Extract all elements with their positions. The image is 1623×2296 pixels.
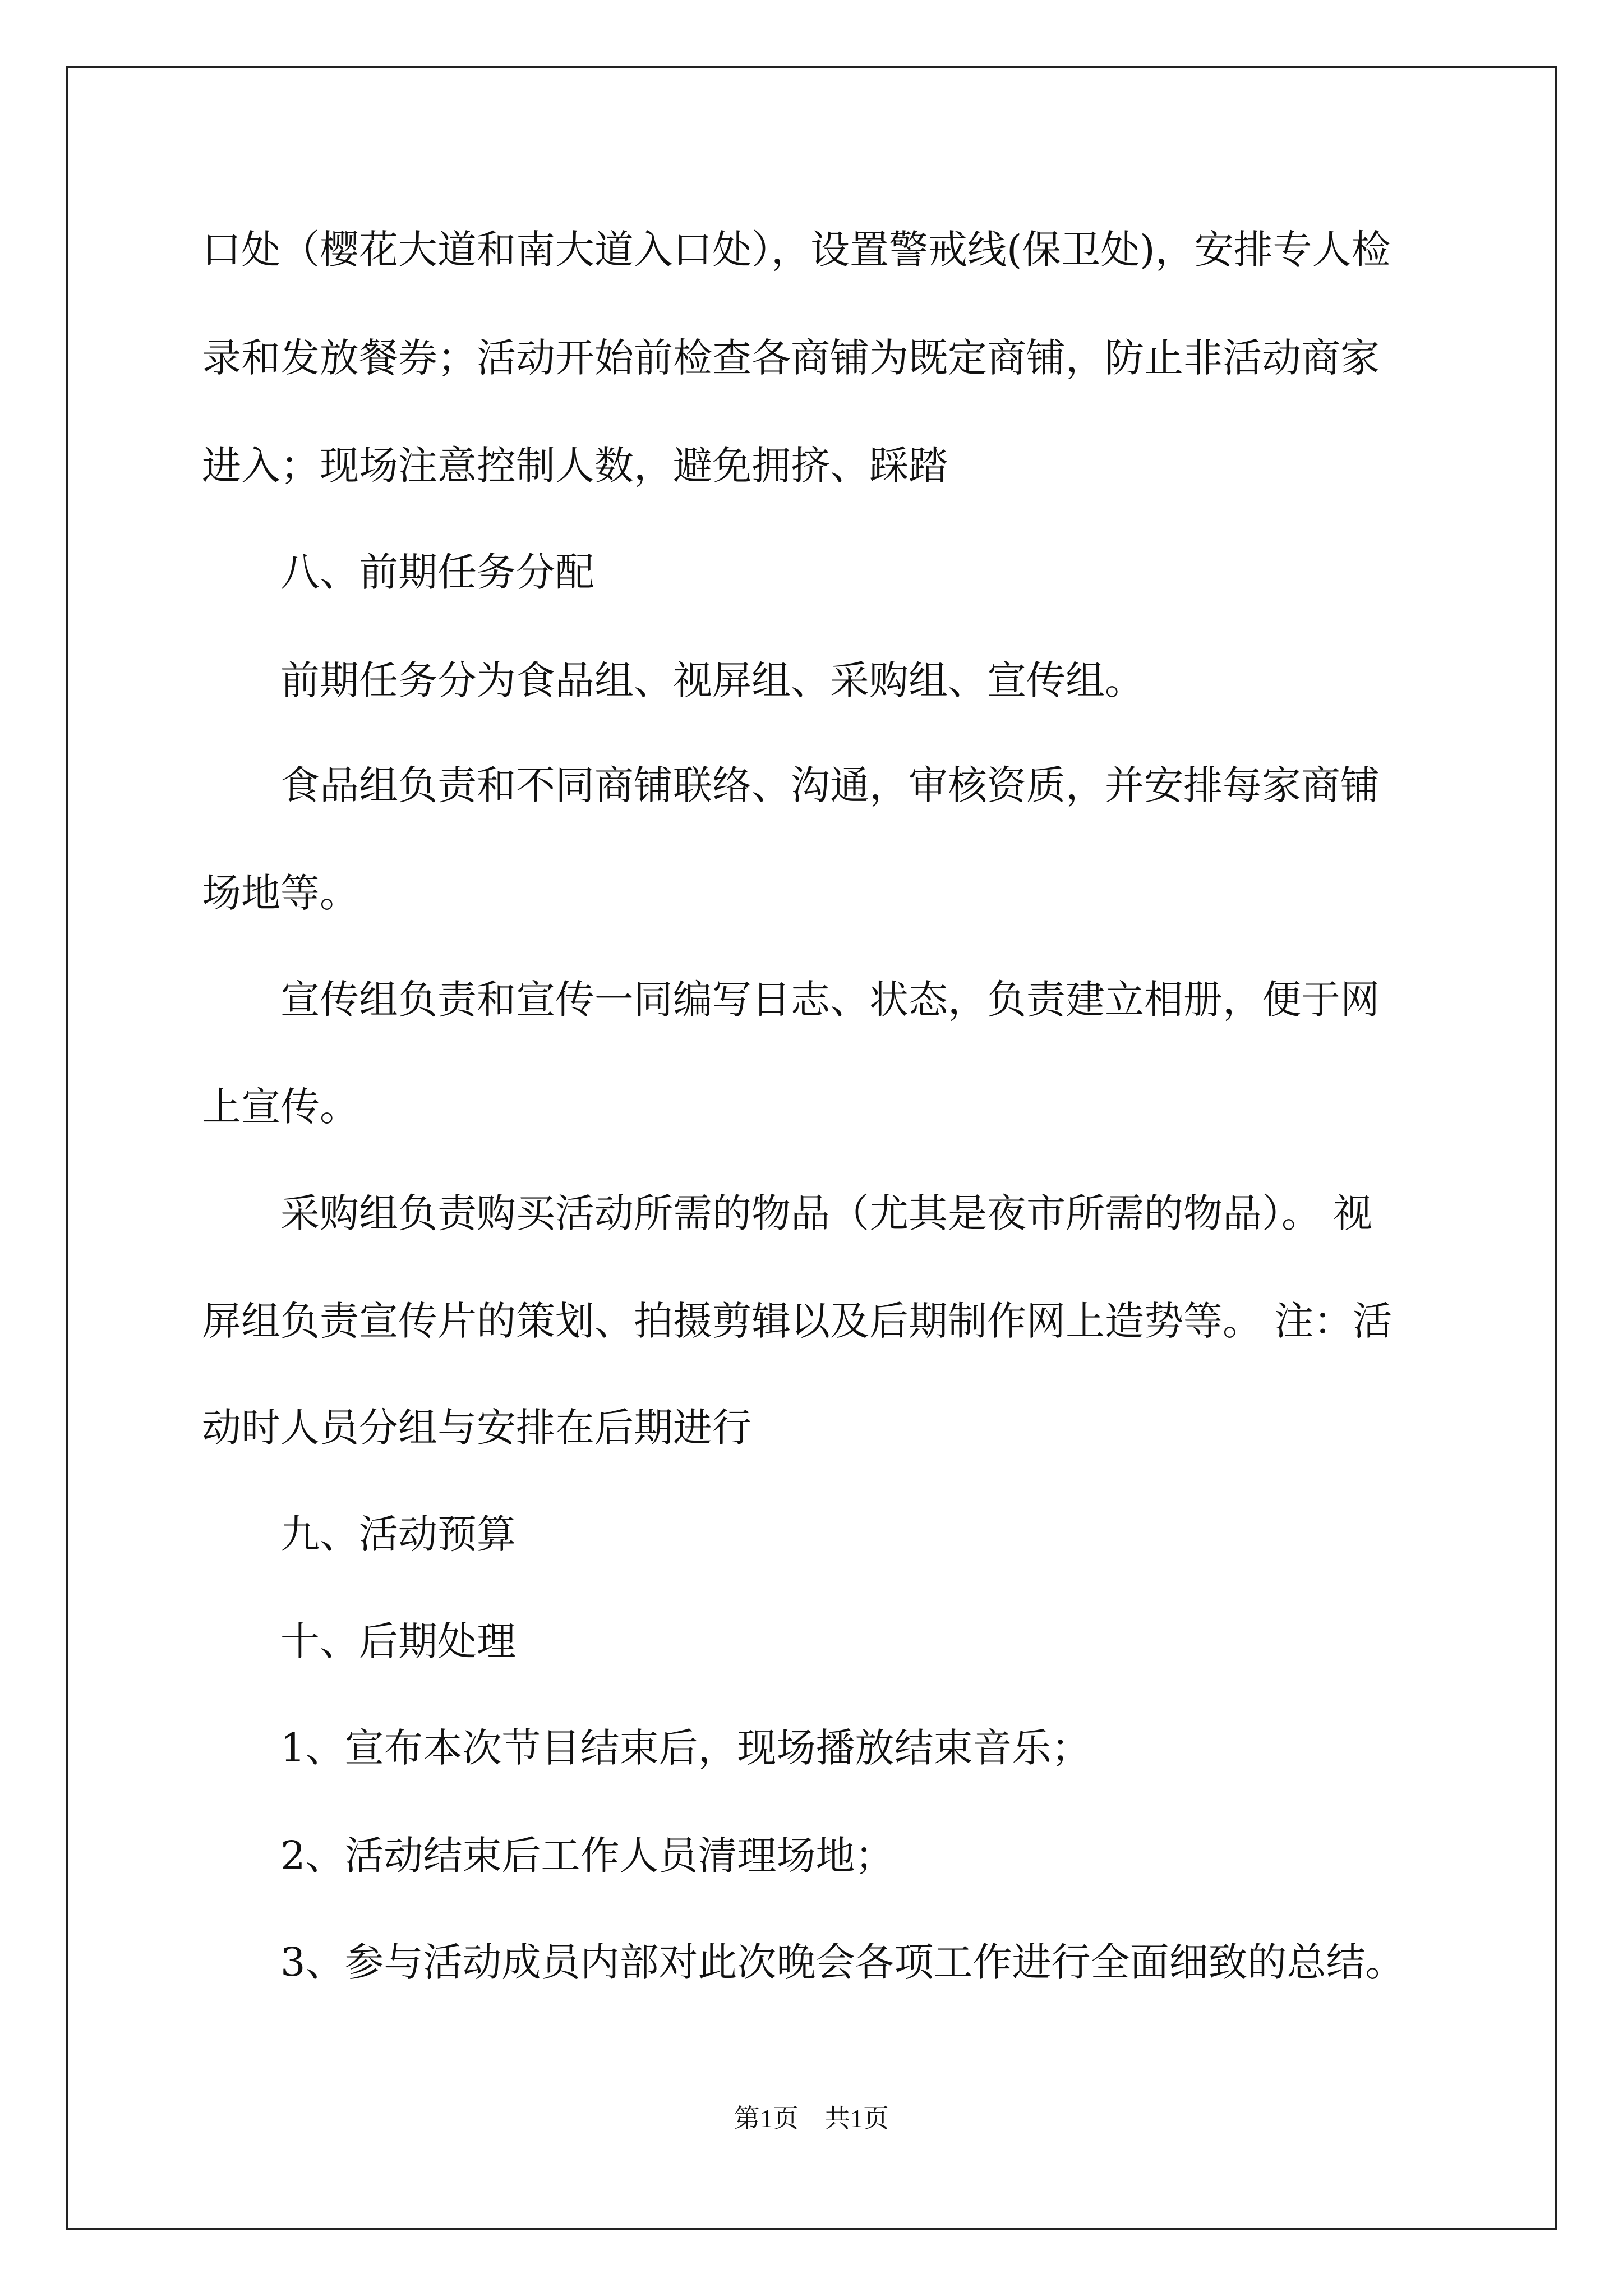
body-line: 前期任务分为食品组、视屏组、采购组、宣传组。 bbox=[280, 657, 1144, 703]
body-line: 场地等。 bbox=[202, 870, 359, 916]
list-item: 1、宣布本次节目结束后，现场播放结束音乐； bbox=[280, 1725, 1091, 1771]
body-line: 食品组负责和不同商铺联络、沟通，审核资质，并安排每家商铺 bbox=[280, 762, 1380, 808]
list-item: 2、活动结束后工作人员清理场地； bbox=[280, 1833, 895, 1879]
body-line: 录和发放餐券；活动开始前检查各商铺为既定商铺，防止非活动商家 bbox=[202, 335, 1380, 381]
page-footer: 第1页 共1页 bbox=[734, 2104, 889, 2133]
section-heading: 八、前期任务分配 bbox=[280, 549, 594, 595]
body-line: 屏组负责宣传片的策划、拍摄剪辑以及后期制作网上造势等。 注：活 bbox=[202, 1298, 1393, 1344]
page-border bbox=[66, 66, 1557, 2230]
section-heading: 十、后期处理 bbox=[280, 1618, 516, 1664]
body-line: 进入；现场注意控制人数，避免拥挤、踩踏 bbox=[202, 443, 948, 489]
body-line: 口处（樱花大道和南大道入口处），设置警戒线(保卫处)，安排专人检 bbox=[202, 227, 1391, 273]
section-heading: 九、活动预算 bbox=[280, 1511, 516, 1557]
body-line: 采购组负责购买活动所需的物品（尤其是夜市所需的物品）。 视 bbox=[280, 1190, 1373, 1236]
body-line: 动时人员分组与安排在后期进行 bbox=[202, 1405, 751, 1451]
body-line: 宣传组负责和宣传一同编写日志、状态，负责建立相册，便于网 bbox=[280, 977, 1380, 1023]
list-item: 3、参与活动成员内部对此次晚会各项工作进行全面细致的总结。 bbox=[280, 1939, 1405, 1985]
body-line: 上宣传。 bbox=[202, 1084, 359, 1130]
